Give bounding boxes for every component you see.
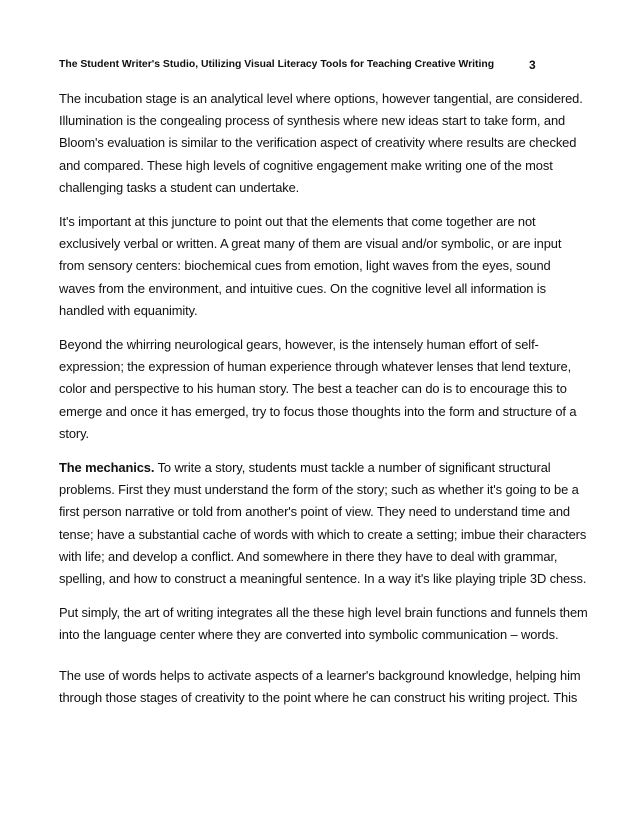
paragraph-incubation <box>59 88 589 199</box>
paragraph-lead-heading: The mechanics. <box>59 460 155 476</box>
page-number: 3 <box>529 58 536 72</box>
running-header <box>59 59 579 70</box>
paragraph-put-simply <box>59 602 589 646</box>
paragraph-text: Put simply, the art of writing integrates all the these high level brain functions and funnels them into the language center where they are converted into symbolic communication – words. <box>59 605 588 643</box>
paragraph-text: Beyond the whirring neurological gears, however, is the intensely human effort of self-expression; the expression of human experience through whatever lenses that lend texture, color and perspective to his human story. The best a teacher can do is to encourage this to emerge and once it has emerged, try to focus those thoughts into the form and structure of a story. <box>59 337 577 441</box>
paragraph-mechanics <box>59 457 589 590</box>
paragraph-use-of-words <box>59 665 589 709</box>
running-title: The Student Writer's Studio, Utilizing Visual Literacy Tools for Teaching Creative Writing <box>59 59 495 70</box>
body-text <box>59 88 589 721</box>
paragraph-elements <box>59 211 589 322</box>
paragraph-text: To write a story, students must tackle a number of significant structural problems. First they must understand the form of the story; such as whether it's going to be a first person narrative or told from another's point of view. They need to understand time and tense; have a substantial cache of words with which to create a setting; imbue their characters with life; and develop a conflict. And somewhere in there they have to deal with grammar, spelling, and how to construct a meaningful sentence. In a way it's like playing triple 3D chess. <box>59 460 587 587</box>
paragraph-self-expression <box>59 334 589 445</box>
paragraph-text: It's important at this juncture to point out that the elements that come together are not exclusively verbal or written. A great many of them are visual and/or symbolic, or are input from sensory centers: biochemical cues from emotion, light waves from the eyes, sound waves from the environment, and intuitive cues. On the cognitive level all information is handled with equanimity. <box>59 214 562 318</box>
paragraph-text: The use of words helps to activate aspects of a learner's background knowledge, helping him through those stages of creativity to the point where he can construct his writing project. This <box>59 667 581 705</box>
paragraph-text: The incubation stage is an analytical level where options, however tangential, are considered. Illumination is the congealing process of synthesis where new ideas start to take form, and Bloom's evaluation is similar to the verification aspect of creativity where results are checked and compared. These high levels of cognitive engagement make writing one of the most challenging tasks a student can undertake. <box>59 91 583 195</box>
